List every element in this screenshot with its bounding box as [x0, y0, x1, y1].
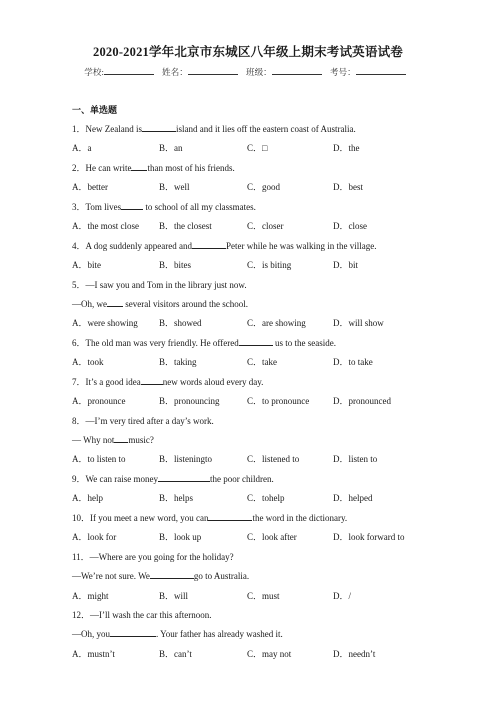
option-c[interactable]: C．look after: [247, 532, 297, 543]
option-d[interactable]: D．look forward to: [333, 532, 405, 543]
option-d[interactable]: D．the: [333, 143, 360, 154]
question-stem-text: 8．—I’m very tired after a day’s work.: [72, 415, 214, 426]
option-d[interactable]: D．will show: [333, 318, 384, 329]
option-d[interactable]: D．/: [333, 590, 352, 601]
option-a[interactable]: A．took: [72, 357, 104, 368]
option-c[interactable]: C．take: [247, 357, 277, 368]
question-stem-line: [72, 237, 432, 256]
answer-blank: [208, 513, 252, 521]
question-stem-text: 5．—I saw you and Tom in the library just now.: [72, 279, 247, 290]
question-stem-text-after: Peter while he was walking in the village.: [225, 240, 377, 251]
question-8: [72, 412, 432, 470]
options-row: [72, 645, 432, 664]
option-c[interactable]: C．□: [247, 143, 268, 154]
question-dialogue-line: [72, 567, 432, 586]
answer-blank: [150, 571, 194, 579]
question-stem-text-after: island and it lies off the eastern coast of Australia.: [175, 124, 356, 134]
option-c[interactable]: C．are showing: [247, 318, 306, 329]
question-7: [72, 373, 432, 412]
question-stem-line: [72, 198, 432, 217]
answer-blank: [239, 338, 273, 346]
option-a[interactable]: A．the most close: [72, 221, 139, 232]
answer-blank: [110, 629, 156, 637]
question-stem-line: [72, 470, 432, 489]
question-stem-line: [72, 159, 432, 178]
question-dialogue-text-after: go to Australia.: [193, 571, 250, 582]
option-c[interactable]: C．listened to: [247, 454, 300, 465]
option-c[interactable]: C．tohelp: [247, 493, 285, 504]
option-b[interactable]: B．well: [159, 182, 190, 193]
options-row: [72, 217, 432, 236]
question-stem-text: 1．New Zealand is: [72, 124, 142, 134]
option-a[interactable]: A．bite: [72, 260, 101, 271]
option-c[interactable]: C．is biting: [247, 260, 292, 271]
options-row: [72, 256, 432, 275]
page-title: 2020-2021学年北京市东城区八年级上期末考试英语试卷: [93, 45, 403, 59]
option-d[interactable]: D．helped: [333, 493, 373, 504]
option-a[interactable]: A．pronounce: [72, 396, 126, 407]
question-dialogue-text-after: . Your father has already washed it.: [156, 629, 283, 640]
question-dialogue-text-after: music?: [128, 435, 154, 445]
option-b[interactable]: B．helps: [159, 493, 194, 504]
question-stem-text: 12．—I’ll wash the car this afternoon.: [72, 609, 212, 620]
question-stem-text-after: new words aloud every day.: [162, 376, 264, 387]
question-3: [72, 198, 432, 237]
question-stem-text: 9．We can raise money: [72, 473, 158, 484]
question-stem-text-after: than most of his friends.: [147, 162, 235, 173]
option-a[interactable]: A．mustn’t: [72, 648, 115, 659]
option-b[interactable]: B．pronouncing: [159, 396, 220, 407]
options-row: [72, 450, 432, 469]
question-11: [72, 548, 432, 606]
option-a[interactable]: A．were showing: [72, 318, 138, 329]
option-d[interactable]: D．close: [333, 221, 367, 232]
class-blank: [272, 66, 322, 75]
exam-number-blank: [356, 66, 406, 75]
option-b[interactable]: B．listeningto: [159, 454, 213, 465]
option-b[interactable]: B．taking: [159, 357, 197, 368]
option-c[interactable]: C．good: [247, 182, 281, 193]
option-a[interactable]: A．look for: [72, 532, 117, 543]
question-stem-text-after: the poor children.: [210, 473, 274, 484]
student-info-line: [0, 66, 496, 78]
option-a[interactable]: A．a: [72, 143, 92, 154]
options-row: [72, 489, 432, 508]
answer-blank: [131, 163, 147, 171]
options-row: [72, 139, 432, 158]
class-label: 班级：: [245, 67, 272, 77]
option-d[interactable]: D．bit: [333, 260, 359, 271]
exam-number-label: 考号：: [329, 67, 356, 77]
question-dialogue-line: [72, 625, 432, 644]
question-stem-text: 2．He can write: [72, 162, 132, 173]
question-stem-text: 3．Tom lives: [72, 201, 122, 212]
answer-blank: [142, 124, 176, 132]
option-c[interactable]: C．to pronounce: [247, 396, 310, 407]
option-a[interactable]: A．to listen to: [72, 454, 126, 465]
options-row: [72, 528, 432, 547]
question-5: [72, 276, 432, 334]
question-stem-line: [72, 509, 432, 528]
options-row: [72, 178, 432, 197]
question-stem-line: [72, 548, 432, 567]
answer-blank: [192, 241, 226, 249]
option-a[interactable]: A．help: [72, 493, 103, 504]
question-stem-line: [72, 373, 432, 392]
answer-blank: [107, 299, 123, 307]
answer-blank: [158, 474, 210, 482]
option-a[interactable]: A．better: [72, 182, 108, 193]
answer-blank: [141, 377, 163, 385]
option-c[interactable]: C．may not: [247, 648, 292, 659]
question-list: [72, 120, 432, 664]
question-dialogue-line: [72, 295, 432, 314]
question-stem-line: [72, 606, 432, 625]
option-b[interactable]: B．will: [159, 590, 189, 601]
option-b[interactable]: B．can’t: [159, 648, 192, 659]
option-b[interactable]: B．an: [159, 143, 183, 154]
question-stem-text: 11．—Where are you going for the holiday?: [72, 551, 234, 562]
school-label: 学校:: [84, 67, 104, 77]
question-stem-text: 7．It’s a good idea: [72, 376, 141, 387]
question-dialogue-text-after: several visitors around the school.: [123, 298, 248, 309]
option-d[interactable]: D．pronounced: [333, 396, 391, 407]
option-b[interactable]: B．showed: [159, 318, 202, 329]
name-blank: [188, 66, 238, 75]
question-stem-text: 10．If you meet a new word, you can: [72, 512, 209, 523]
question-stem-line: [72, 276, 432, 295]
question-dialogue-text: — Why not: [72, 435, 115, 445]
school-blank: [104, 66, 154, 75]
question-stem-line: [72, 334, 432, 353]
question-dialogue-text: —We’re not sure. We: [72, 571, 150, 582]
answer-blank: [121, 202, 143, 210]
question-stem-text-after: the word in the dictionary.: [252, 512, 348, 523]
question-4: [72, 237, 432, 276]
question-9: [72, 470, 432, 509]
answer-blank: [114, 435, 128, 443]
question-stem-line: [72, 120, 432, 139]
question-6: [72, 334, 432, 373]
question-stem-text: 6．The old man was very friendly. He offered: [72, 337, 239, 348]
option-b[interactable]: B．look up: [159, 532, 202, 543]
question-dialogue-text: —Oh, we: [72, 298, 107, 309]
name-label: 姓名：: [162, 67, 188, 77]
option-c[interactable]: C．must: [247, 590, 280, 601]
options-row: [72, 314, 432, 333]
option-b[interactable]: B．bites: [159, 260, 192, 271]
option-a[interactable]: A．might: [72, 590, 109, 601]
question-10: [72, 509, 432, 548]
question-12: [72, 606, 432, 664]
question-dialogue-line: [72, 431, 432, 450]
question-2: [72, 159, 432, 198]
question-stem-line: [72, 412, 432, 431]
options-row: [72, 587, 432, 606]
option-d[interactable]: D．needn’t: [333, 648, 376, 659]
option-b[interactable]: B．the closest: [159, 221, 212, 232]
options-row: [72, 392, 432, 411]
question-stem-text: 4．A dog suddenly appeared and: [72, 240, 192, 251]
question-stem-text-after: to school of all my classmates.: [143, 201, 256, 212]
option-d[interactable]: D．listen to: [333, 454, 378, 465]
option-d[interactable]: D．best: [333, 182, 363, 193]
section-heading: 一、单选题: [72, 105, 118, 115]
option-c[interactable]: C．closer: [247, 221, 284, 232]
question-dialogue-text: —Oh, you: [72, 629, 110, 640]
question-1: [72, 120, 432, 159]
option-d[interactable]: D．to take: [333, 357, 373, 368]
question-stem-text-after: us to the seaside.: [272, 337, 336, 348]
options-row: [72, 353, 432, 372]
